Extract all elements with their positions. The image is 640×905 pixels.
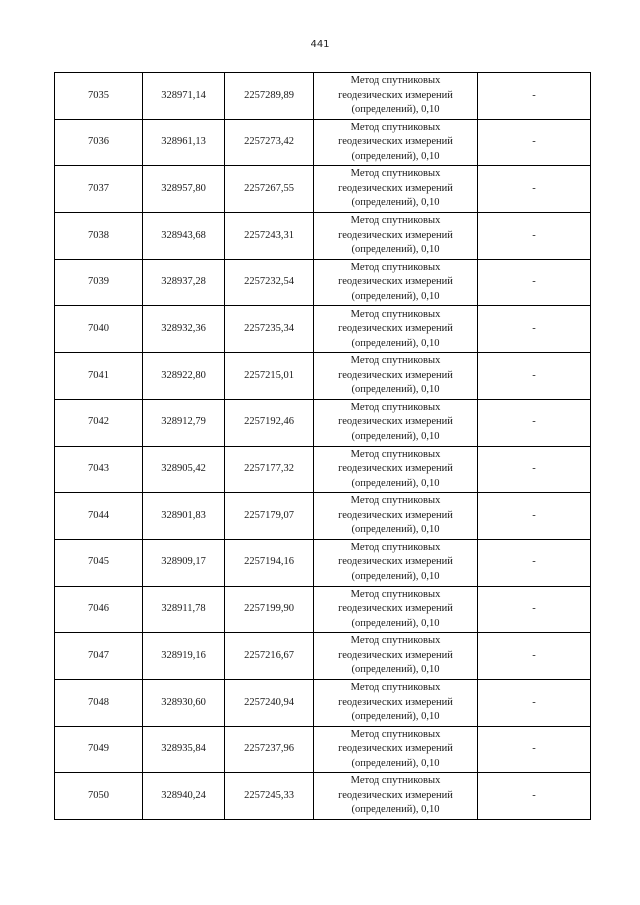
x-coordinate-cell: 328901,83 [143,493,225,540]
method-text-line: геодезических измерений [338,323,453,335]
method-cell [314,726,478,773]
method-cell [314,73,478,120]
method-text-line: геодезических измерений [338,696,453,708]
method-cell [314,213,478,260]
point-number-cell: 7045 [55,539,143,586]
description-cell: - [478,726,591,773]
y-coordinate-cell: 2257232,54 [225,259,314,306]
table-row [55,539,591,586]
method-text-line: Метод спутниковых [350,448,441,460]
x-coordinate-cell: 328905,42 [143,446,225,493]
y-coordinate-cell: 2257237,96 [225,726,314,773]
method-text-line: геодезических измерений [338,136,453,148]
method-text-line: Метод спутниковых [350,541,441,553]
table-row [55,726,591,773]
table-row [55,259,591,306]
method-cell [314,446,478,493]
method-cell [314,539,478,586]
x-coordinate-cell: 328909,17 [143,539,225,586]
method-text-line: Метод спутниковых [350,308,441,320]
method-text-line: Метод спутниковых [350,121,441,133]
method-text-line: геодезических измерений [338,89,453,101]
method-text-line: Метод спутниковых [350,682,441,694]
method-cell [314,586,478,633]
description-cell: - [478,493,591,540]
method-text-line: геодезических измерений [338,649,453,661]
x-coordinate-cell: 328971,14 [143,73,225,120]
x-coordinate-cell: 328911,78 [143,586,225,633]
y-coordinate-cell: 2257177,32 [225,446,314,493]
y-coordinate-cell: 2257273,42 [225,119,314,166]
method-text-line: (определений), 0,10 [351,664,440,676]
table-row [55,73,591,120]
method-cell [314,306,478,353]
method-text-line: Метод спутниковых [350,261,441,273]
method-text-line: (определений), 0,10 [351,244,440,256]
table-row [55,773,591,820]
point-number-cell: 7049 [55,726,143,773]
method-text-line: (определений), 0,10 [351,570,440,582]
method-cell [314,166,478,213]
page-number: 441 [310,39,330,50]
method-text-line: Метод спутниковых [350,728,441,740]
method-text-line: геодезических измерений [338,556,453,568]
method-text-line: Метод спутниковых [350,588,441,600]
method-text-line: геодезических измерений [338,182,453,194]
method-cell [314,773,478,820]
point-number-cell: 7041 [55,353,143,400]
description-cell: - [478,166,591,213]
table-row [55,586,591,633]
description-cell: - [478,73,591,120]
description-cell: - [478,679,591,726]
point-number-cell: 7046 [55,586,143,633]
description-cell: - [478,586,591,633]
table-row [55,166,591,213]
method-text-line: (определений), 0,10 [351,197,440,209]
point-number-cell: 7038 [55,213,143,260]
point-number-cell: 7044 [55,493,143,540]
method-cell [314,493,478,540]
method-text-line: Метод спутниковых [350,215,441,227]
method-text-line: (определений), 0,10 [351,150,440,162]
description-cell: - [478,539,591,586]
x-coordinate-cell: 328961,13 [143,119,225,166]
description-cell: - [478,119,591,166]
description-cell: - [478,399,591,446]
method-text-line: геодезических измерений [338,603,453,615]
y-coordinate-cell: 2257179,07 [225,493,314,540]
y-coordinate-cell: 2257243,31 [225,213,314,260]
method-text-line: геодезических измерений [338,509,453,521]
table-row [55,446,591,493]
x-coordinate-cell: 328930,60 [143,679,225,726]
point-number-cell: 7036 [55,119,143,166]
description-cell: - [478,773,591,820]
method-text-line: (определений), 0,10 [351,290,440,302]
x-coordinate-cell: 328937,28 [143,259,225,306]
method-text-line: (определений), 0,10 [351,711,440,723]
point-number-cell: 7042 [55,399,143,446]
method-text-line: (определений), 0,10 [351,524,440,536]
y-coordinate-cell: 2257235,34 [225,306,314,353]
coordinates-table [54,72,591,820]
description-cell: - [478,353,591,400]
point-number-cell: 7037 [55,166,143,213]
method-text-line: Метод спутниковых [350,775,441,787]
table-row [55,306,591,353]
y-coordinate-cell: 2257199,90 [225,586,314,633]
method-cell [314,399,478,446]
method-text-line: (определений), 0,10 [351,477,440,489]
method-text-line: (определений), 0,10 [351,617,440,629]
table-row [55,679,591,726]
x-coordinate-cell: 328940,24 [143,773,225,820]
description-cell: - [478,633,591,680]
description-cell: - [478,259,591,306]
point-number-cell: 7048 [55,679,143,726]
method-text-line: Метод спутниковых [350,495,441,507]
point-number-cell: 7047 [55,633,143,680]
y-coordinate-cell: 2257289,89 [225,73,314,120]
method-text-line: (определений), 0,10 [351,384,440,396]
y-coordinate-cell: 2257194,16 [225,539,314,586]
method-cell [314,633,478,680]
y-coordinate-cell: 2257267,55 [225,166,314,213]
coordinates-table-body [55,73,591,820]
x-coordinate-cell: 328912,79 [143,399,225,446]
method-text-line: геодезических измерений [338,743,453,755]
point-number-cell: 7039 [55,259,143,306]
table-row [55,119,591,166]
y-coordinate-cell: 2257215,01 [225,353,314,400]
method-text-line: (определений), 0,10 [351,804,440,816]
description-cell: - [478,213,591,260]
table-row [55,213,591,260]
y-coordinate-cell: 2257192,46 [225,399,314,446]
x-coordinate-cell: 328932,36 [143,306,225,353]
y-coordinate-cell: 2257245,33 [225,773,314,820]
method-text-line: геодезических измерений [338,789,453,801]
method-text-line: (определений), 0,10 [351,104,440,116]
table-row [55,633,591,680]
table-row [55,399,591,446]
method-text-line: Метод спутниковых [350,635,441,647]
description-cell: - [478,446,591,493]
method-text-line: геодезических измерений [338,463,453,475]
point-number-cell: 7050 [55,773,143,820]
point-number-cell: 7035 [55,73,143,120]
x-coordinate-cell: 328922,80 [143,353,225,400]
method-text-line: геодезических измерений [338,369,453,381]
method-text-line: (определений), 0,10 [351,337,440,349]
point-number-cell: 7040 [55,306,143,353]
y-coordinate-cell: 2257216,67 [225,633,314,680]
method-cell [314,353,478,400]
method-text-line: Метод спутниковых [350,168,441,180]
method-text-line: Метод спутниковых [350,401,441,413]
method-cell [314,679,478,726]
y-coordinate-cell: 2257240,94 [225,679,314,726]
method-cell [314,259,478,306]
method-text-line: Метод спутниковых [350,355,441,367]
method-text-line: геодезических измерений [338,276,453,288]
method-text-line: геодезических измерений [338,416,453,428]
x-coordinate-cell: 328919,16 [143,633,225,680]
method-cell [314,119,478,166]
method-text-line: Метод спутниковых [350,75,441,87]
table-row [55,493,591,540]
description-cell: - [478,306,591,353]
table-row [55,353,591,400]
method-text-line: (определений), 0,10 [351,757,440,769]
method-text-line: (определений), 0,10 [351,430,440,442]
x-coordinate-cell: 328943,68 [143,213,225,260]
x-coordinate-cell: 328935,84 [143,726,225,773]
x-coordinate-cell: 328957,80 [143,166,225,213]
method-text-line: геодезических измерений [338,229,453,241]
point-number-cell: 7043 [55,446,143,493]
